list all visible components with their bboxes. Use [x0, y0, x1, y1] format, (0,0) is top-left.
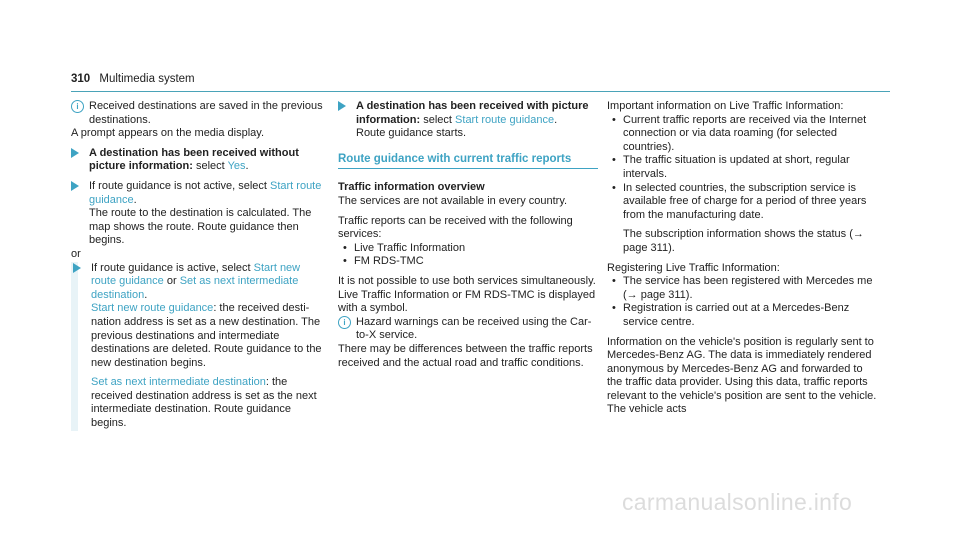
- list-item: • FM RDS-TMC: [343, 255, 424, 268]
- paragraph: Important information on Live Traffic Information:: [607, 100, 844, 112]
- list-item: • Current traffic reports are received via the Internet connection or via data roaming (for selected countries).: [612, 113, 867, 153]
- set-intermediate-destination-link[interactable]: Set as next intermediate destination: [91, 275, 299, 301]
- step-without-picture: A destination has been received without picture information: select Yes.: [71, 147, 323, 174]
- list-item: • The service has been registered with Mercedes me (→ page 311).: [612, 275, 873, 301]
- page-header: [71, 73, 195, 87]
- page-number: 310: [71, 73, 91, 85]
- subscription-note: The subscription information shows the status (→ page 311).: [623, 228, 864, 254]
- column-3: [607, 100, 877, 417]
- or-text: or: [71, 247, 81, 260]
- paragraph: The services are not available in every country.: [338, 194, 568, 207]
- step-start-guidance: If route guidance is not active, select Start route guidance. The route to the destination is calculated. The map shows the route. Route guidance then begins.: [71, 180, 323, 248]
- arrow-right-icon: [338, 101, 346, 111]
- set-intermediate-destination-label[interactable]: Set as next intermediate destination: [91, 376, 266, 389]
- list-item: • Registration is carried out at a Mercedes-Benz service centre.: [612, 302, 850, 328]
- arrow-right-icon: [71, 181, 79, 191]
- step-text: Route guidance starts.: [356, 127, 467, 140]
- info-text: Hazard warnings can be received using the Car-to-X service.: [356, 315, 592, 342]
- step-text: If route guidance is not active, select: [89, 179, 267, 192]
- paragraph: Traffic reports can be received with the following services:: [338, 214, 573, 241]
- step-heading: A destination has been received with picture information:: [356, 100, 589, 126]
- list-item: • The traffic situation is updated at short, regular intervals.: [612, 154, 850, 180]
- step-text: : the received destination address is set as a new destination. The previous destinations and intermediate destinations are deleted. Route guidance to the new destination begins.: [91, 302, 322, 369]
- intermediate-destination-text: [91, 376, 323, 430]
- column-1: [71, 100, 323, 431]
- info-note: [71, 100, 323, 127]
- start-route-guidance-link[interactable]: Start route guidance: [89, 179, 322, 206]
- paragraph: Registering Live Traffic Information:: [607, 261, 780, 274]
- guidance-band: [71, 262, 323, 431]
- step-text: : the received destination address is set as the next intermediate destination. Route guidance begins.: [91, 376, 317, 430]
- step-guidance-active: If route guidance is active, select Start new route guidance or Set as next intermediate destination. Start new route guidance: the received destination address is set as a new destination. The previous destinations and intermediate destinations are deleted. Route guidance to the new destination begins.: [91, 262, 323, 371]
- step-heading: A destination has been received without picture information:: [89, 146, 299, 173]
- paragraph: It is not possible to use both services simultaneously.: [338, 274, 596, 287]
- header-divider: [71, 91, 890, 92]
- step-text: The route to the destination is calculated. The map shows the route. Route guidance then begins.: [89, 207, 312, 247]
- step-text: If route guidance is active, select: [91, 261, 251, 274]
- step-with-picture: A destination has been received with picture information: select Start route guidance. Route guidance starts.: [338, 100, 598, 141]
- paragraph: Information on the vehicle's position is regularly sent to Mercedes-Benz AG. The data is immediately rendered anonymous by Mercedes-Benz AG and forwarded to the traffic data provider. Using this data, traffic reports relevant to the vehicle's position are sent to the vehicle. The vehicle acts: [607, 335, 877, 416]
- list-item: • Live Traffic Information: [343, 241, 466, 254]
- section-heading: Route guidance with current traffic reports: [338, 152, 572, 165]
- list-item: • In selected countries, the subscription service is available free of charge for a period of three years from the manufacturing date.: [612, 181, 867, 221]
- subheading: Traffic information overview: [338, 181, 485, 194]
- info-note: [338, 316, 598, 343]
- step-text: select: [195, 160, 225, 173]
- step-text: select: [423, 113, 452, 126]
- watermark: carmanualsonline.info: [622, 489, 853, 515]
- yes-link[interactable]: Yes: [227, 160, 246, 173]
- step-text: or: [166, 275, 177, 288]
- column-2: [338, 100, 598, 370]
- arrow-right-icon: [73, 263, 81, 273]
- paragraph: Live Traffic Information or FM RDS-TMC is displayed with a symbol.: [338, 288, 596, 315]
- start-new-route-guidance-label[interactable]: Start new route guidance: [91, 302, 214, 315]
- arrow-right-icon: [71, 148, 79, 158]
- paragraph: There may be differences between the traffic reports received and the actual road and traffic conditions.: [338, 342, 593, 369]
- info-text: Received destinations are saved in the previous destinations.: [89, 100, 323, 126]
- info-icon: i: [338, 316, 351, 329]
- prompt-text: A prompt appears on the media display.: [71, 127, 265, 140]
- start-route-guidance-link[interactable]: Start route guidance: [455, 113, 555, 126]
- info-icon: i: [71, 100, 84, 113]
- start-new-route-guidance-link[interactable]: Start new route guidance: [91, 261, 301, 288]
- section-title: Multimedia system: [99, 73, 195, 85]
